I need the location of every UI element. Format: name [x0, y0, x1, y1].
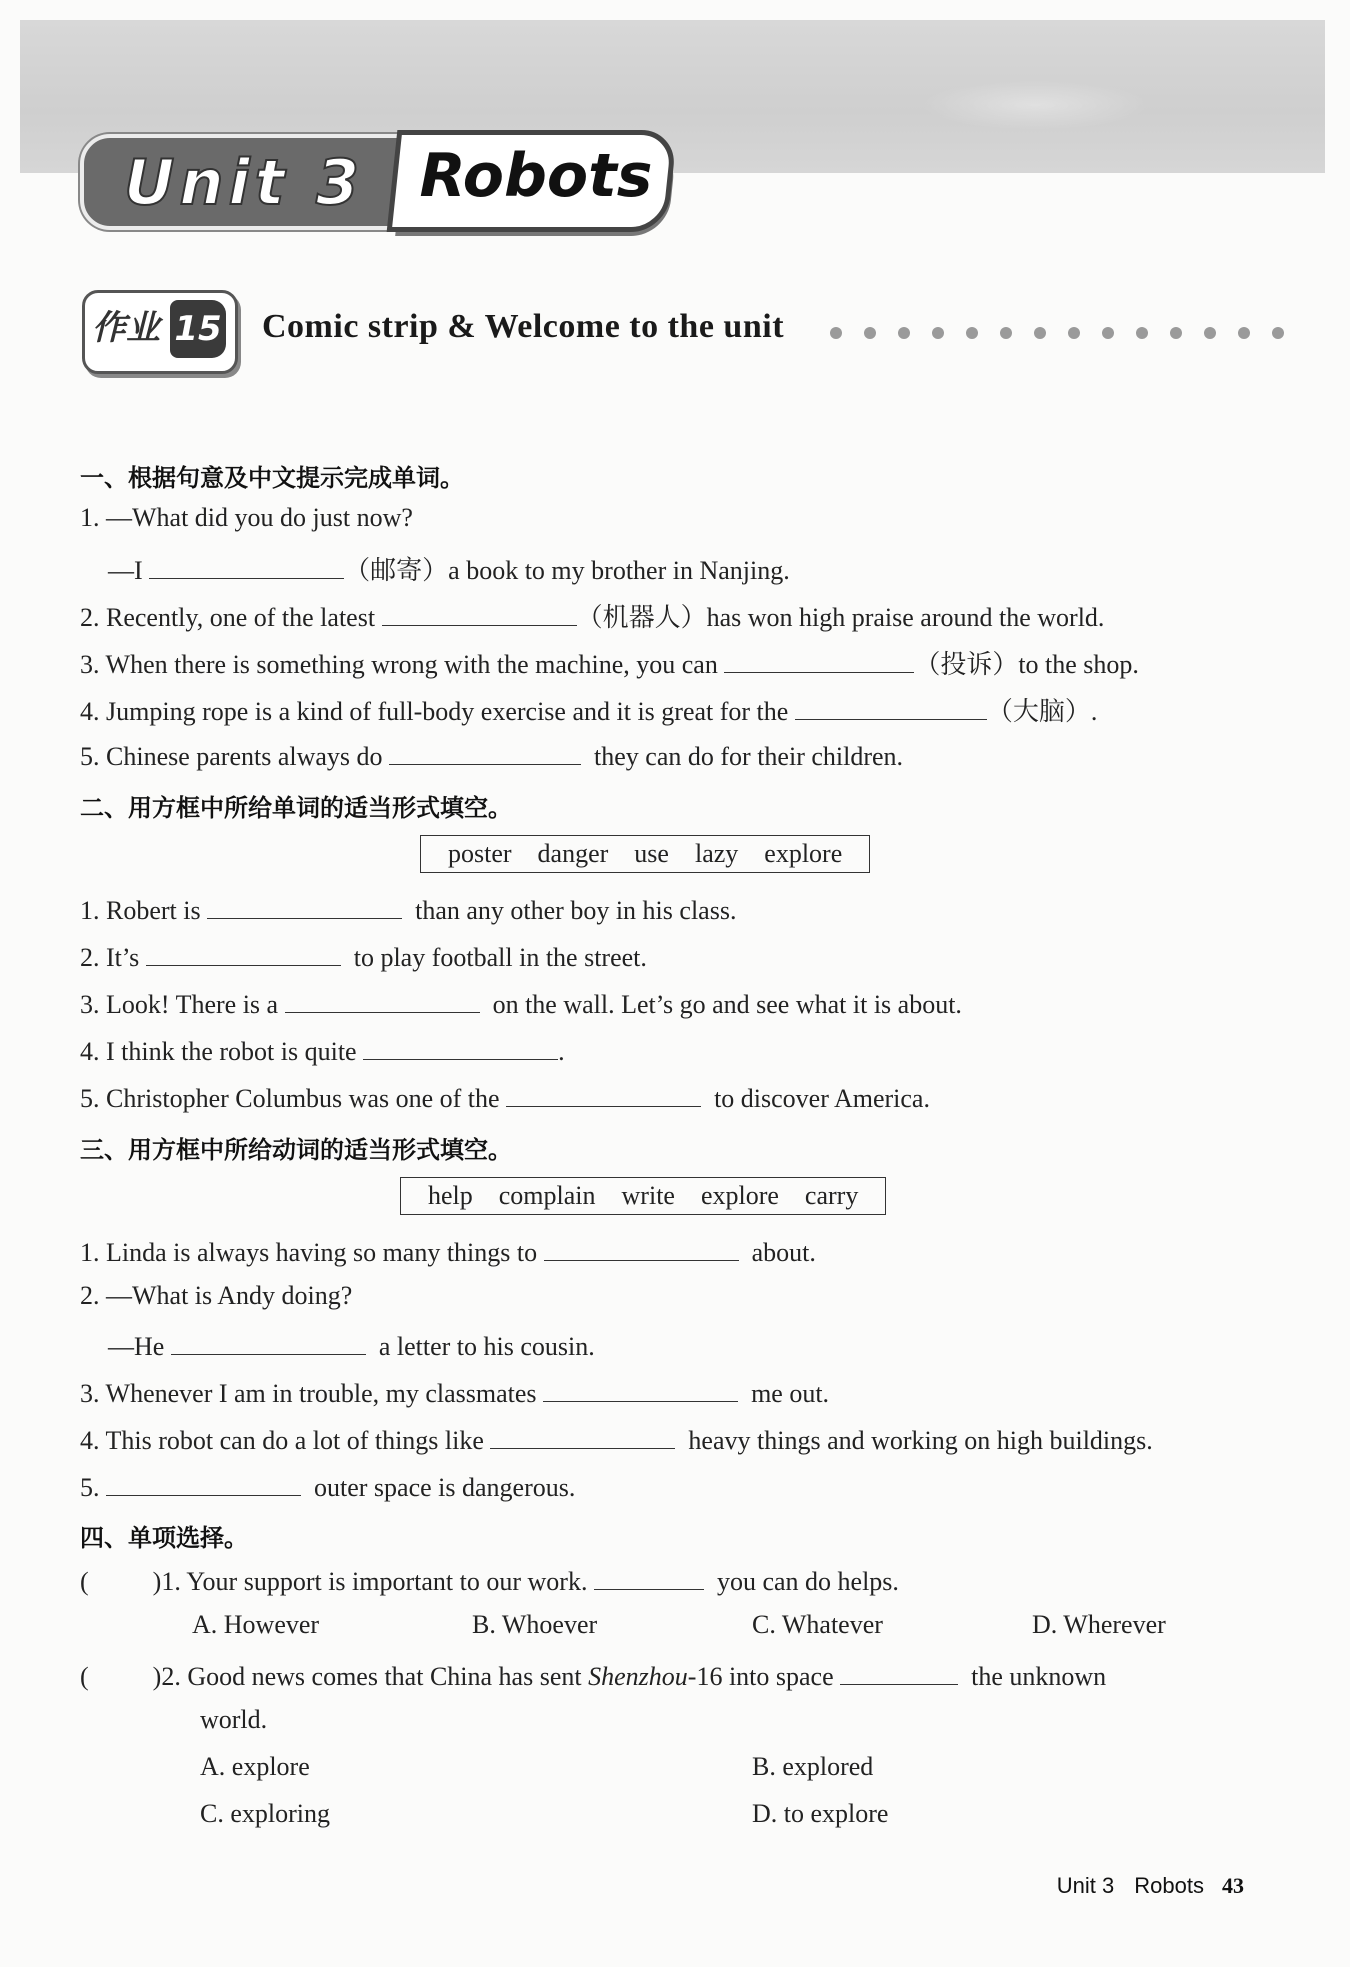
homework-number: 15 [170, 300, 226, 358]
s1-q5: 5. Chinese parents always do they can do for their children. [80, 738, 903, 772]
s2-q3: 3. Look! There is a on the wall. Let’s go and see what it is about. [80, 986, 962, 1020]
s4-q1-option-d[interactable]: D. Wherever [1032, 1610, 1166, 1639]
s4-q2: ( )2. Good news comes that China has sent Shenzhou-16 into space the unknown [80, 1658, 1106, 1692]
homework-prefix: 作业 [92, 308, 160, 348]
unit-title-box [387, 130, 678, 232]
s4-q2-option-c[interactable]: C. exploring [200, 1799, 330, 1828]
dotted-divider [830, 326, 1328, 340]
answer-blank[interactable] [207, 892, 402, 919]
answer-blank[interactable] [171, 1328, 366, 1355]
unit-title: Robots [419, 141, 653, 211]
s3-q1: 1. Linda is always having so many things to about. [80, 1234, 816, 1268]
footer-unit: Unit 3 [1056, 1873, 1115, 1898]
answer-blank[interactable] [490, 1422, 675, 1449]
unit-banner [80, 130, 672, 230]
word-box-item: complain [498, 1181, 596, 1210]
s4-q2-continuation: world. [200, 1705, 268, 1734]
answer-blank[interactable] [506, 1080, 701, 1107]
word-box-item: poster [448, 839, 512, 868]
page-number: 43 [1222, 1873, 1244, 1898]
s4-q2-option-a[interactable]: A. explore [200, 1752, 310, 1781]
word-box-2 [400, 1177, 886, 1215]
s2-q2: 2. It’s to play football in the street. [80, 939, 647, 973]
section1-heading: 一、根据句意及中文提示完成单词。 [80, 464, 464, 492]
unit-label-box [80, 134, 418, 230]
s4-q2-option-d[interactable]: D. to explore [752, 1799, 889, 1828]
section2-heading: 二、用方框中所给单词的适当形式填空。 [80, 794, 512, 822]
answer-blank[interactable] [149, 552, 344, 579]
footer-title: Robots [1134, 1873, 1204, 1898]
s4-q1: ( )1. Your support is important to our work. you can do helps. [80, 1563, 899, 1597]
word-box-item: write [621, 1181, 675, 1210]
s4-q2-option-b[interactable]: B. explored [752, 1752, 874, 1781]
s1-q2: 2. Recently, one of the latest （机器人）has won high praise around the world. [80, 597, 1104, 634]
s3-q3: 3. Whenever I am in trouble, my classmates me out. [80, 1375, 829, 1409]
word-box-item: help [428, 1181, 473, 1210]
s4-q1-option-a[interactable]: A. However [192, 1610, 320, 1639]
s1-q3: 3. When there is something wrong with the machine, you can （投诉）to the shop. [80, 644, 1139, 681]
answer-blank[interactable] [594, 1563, 704, 1590]
s1-q1-question: 1. —What did you do just now? [80, 503, 413, 532]
answer-blank[interactable] [795, 693, 987, 720]
s2-q1: 1. Robert is than any other boy in his class. [80, 892, 736, 926]
answer-blank[interactable] [389, 738, 581, 765]
unit-label: Unit 3 [124, 146, 365, 219]
answer-blank[interactable] [285, 986, 480, 1013]
s3-q2-question: 2. —What is Andy doing? [80, 1281, 353, 1310]
page-footer [1057, 1873, 1244, 1899]
answer-blank[interactable] [840, 1658, 958, 1685]
answer-blank[interactable] [382, 599, 577, 626]
answer-blank[interactable] [724, 646, 914, 673]
word-box-item: use [634, 839, 669, 868]
s1-q4: 4. Jumping rope is a kind of full-body exercise and it is great for the （大脑）. [80, 691, 1097, 728]
word-box-item: explore [764, 839, 843, 868]
s3-q2-answer: —He a letter to his cousin. [108, 1328, 595, 1362]
word-box-item: lazy [694, 839, 739, 868]
word-box-item: carry [804, 1181, 859, 1210]
s1-q1-answer: —I （邮寄）a book to my brother in Nanjing. [108, 550, 790, 587]
section3-heading: 三、用方框中所给动词的适当形式填空。 [80, 1136, 512, 1164]
s3-q5: 5. outer space is dangerous. [80, 1469, 575, 1503]
s4-q1-option-b[interactable]: B. Whoever [472, 1610, 598, 1639]
answer-blank[interactable] [544, 1234, 739, 1261]
answer-blank[interactable] [146, 939, 341, 966]
s4-q1-option-c[interactable]: C. Whatever [752, 1610, 883, 1639]
s3-q4: 4. This robot can do a lot of things like heavy things and working on high buildings. [80, 1422, 1153, 1456]
section4-heading: 四、单项选择。 [80, 1524, 248, 1552]
word-box-item: danger [537, 839, 609, 868]
word-box-1 [420, 835, 870, 873]
s2-q4: 4. I think the robot is quite . [80, 1033, 565, 1067]
homework-title: Comic strip & Welcome to the unit [262, 308, 785, 345]
homework-badge [82, 290, 240, 374]
word-box-item: explore [700, 1181, 779, 1210]
s2-q5: 5. Christopher Columbus was one of the to discover America. [80, 1080, 930, 1114]
answer-blank[interactable] [363, 1033, 558, 1060]
answer-blank[interactable] [543, 1375, 738, 1402]
answer-blank[interactable] [106, 1469, 301, 1496]
